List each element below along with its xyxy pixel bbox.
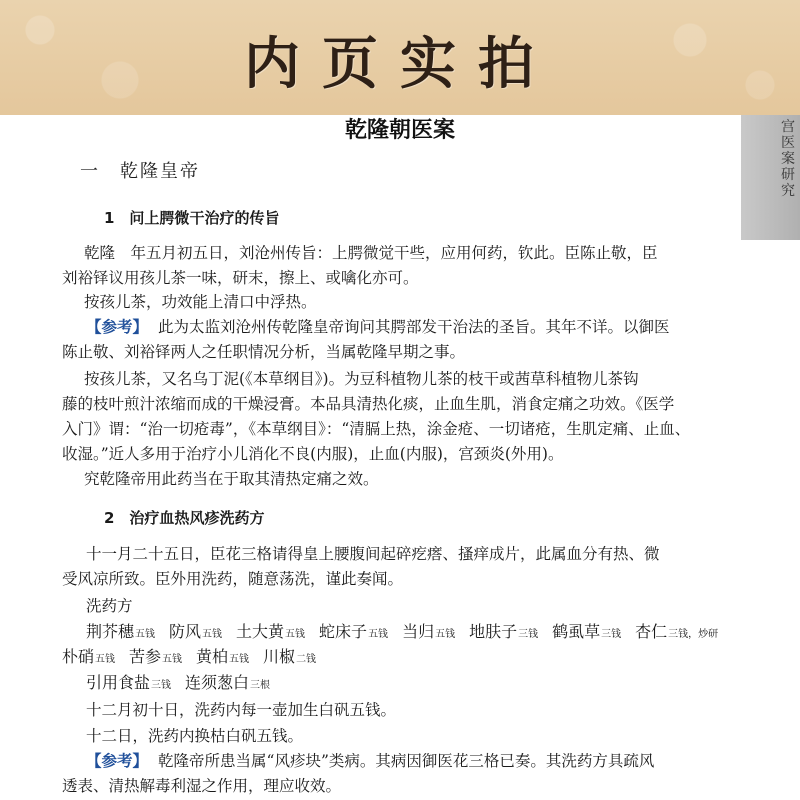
paragraph-line: 十二月初十日，洗药内每一壶加生白矾五钱。 [86,701,397,719]
herb-item: 鹤虱草三钱 [552,622,622,641]
reference-label: 【参考】 [86,317,149,336]
herb-item: 土大黄五钱 [236,622,306,641]
paragraph-line: 十一月二十五日，臣花三格请得皇上腰腹间起碎疙瘩、搔痒成片，此属血分有热、微 [86,545,660,563]
paragraph-line: 陈止敬、刘裕铎两人之任职情况分析，当属乾隆早期之事。 [62,343,466,361]
paragraph-line: 究乾隆帝用此药当在于取其清热定痛之效。 [84,470,379,488]
section-heading: 1 问上腭微干治疗的传旨 [104,209,280,227]
reference-line: 【参考】 此为太监刘沧州传乾隆皇帝询问其腭部发干治法的圣旨。其年不详。以御医 [86,317,670,336]
herb-item: 引用食盐三钱 [86,673,172,692]
paragraph-line: 按孩儿茶，功效能上清口中浮热。 [84,293,317,311]
chapter-heading: 一 乾隆皇帝 [80,161,200,182]
paragraph-line: 乾隆 年五月初五日，刘沧州传旨：上腭微觉干些，应用何药，钦此。臣陈止敬，臣 [84,244,658,262]
paragraph-line: 受风凉所致。臣外用洗药，随意荡洗，谨此奏闻。 [62,570,404,588]
reference-line: 【参考】 乾隆帝所患当属“风疹块”类病。其病因御医花三格已奏。其洗药方具疏风 [86,751,655,770]
herb-row [86,673,284,696]
herb-item: 荆芥穗五钱 [86,622,156,641]
herb-item: 苦参五钱 [129,647,183,666]
herb-row [86,622,718,645]
section-heading: 2 治疗血热风疹洗药方 [104,509,265,527]
paragraph-line: 按孩儿茶，又名乌丁泥(《本草纲目》)。为豆科植物儿茶的枝干或茜草科植物儿茶钩 [84,370,639,388]
herb-item: 防风五钱 [169,622,223,641]
paragraph-line: 收湿。”近人多用于治疗小儿消化不良(内服)，止血(内服)，宫颈炎(外用)。 [62,445,564,463]
herb-row [62,647,330,670]
herb-item: 连须葱白三根 [185,673,271,692]
paragraph-line: 刘裕铎议用孩儿茶一味，研末，擦上、或噙化亦可。 [62,269,419,287]
paragraph-line: 藤的枝叶煎汁浓缩而成的干燥浸膏。本品具清热化痰，止血生肌，消食定痛之功效。《医学 [62,395,675,413]
paragraph-line: 十二日，洗药内换枯白矾五钱。 [86,727,304,745]
herb-item: 杏仁三钱，炒研 [635,622,719,641]
herb-item: 当归五钱 [402,622,456,641]
herb-item: 蛇床子五钱 [319,622,389,641]
herb-item: 朴硝五钱 [62,647,116,666]
spine-text: 宫医案研究 [781,119,795,199]
paragraph-line: 入门》谓：“治一切疮毒”，《本草纲目》：“清膈上热，涂金疮、一切诸疮，生肌定痛、止血、 [62,420,691,438]
reference-label: 【参考】 [86,751,149,770]
formula-title: 洗药方 [86,597,133,615]
banner [0,0,800,115]
herb-item: 川椒二钱 [263,647,317,666]
herb-item: 地肤子三钱 [469,622,539,641]
banner-title: 内页实拍 [244,31,556,97]
herb-item: 黄柏五钱 [196,647,250,666]
paragraph-line: 透表、清热解毒利湿之作用，理应收效。 [62,777,342,795]
book-title: 乾隆朝医案 [344,117,455,143]
